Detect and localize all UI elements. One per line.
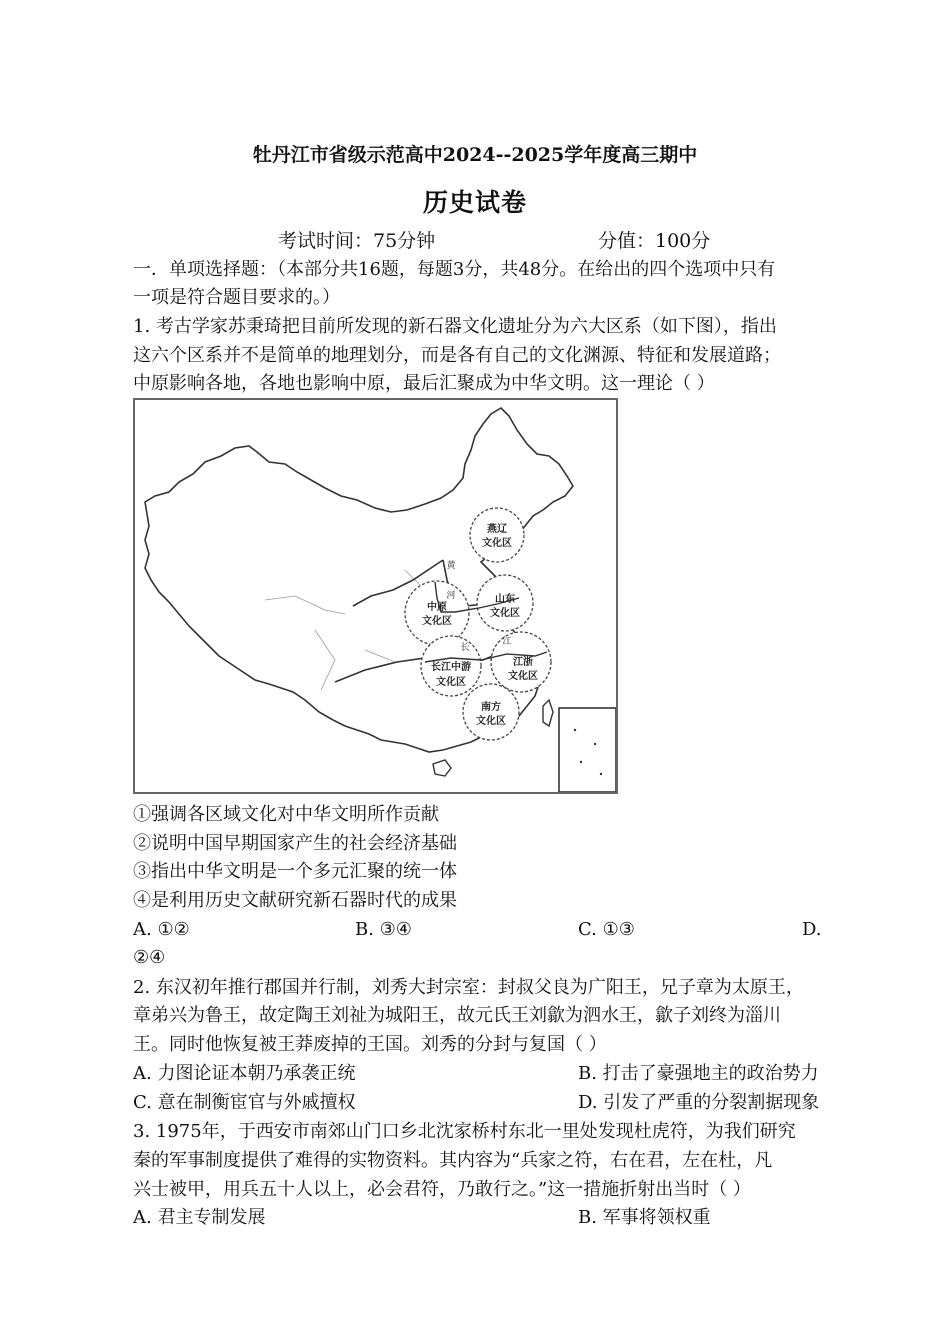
label-yanliao-2: 文化区 <box>482 538 512 549</box>
section-heading-line-1: 一．单项选择题：（本部分共16题，每题3分，共48分。在给出的四个选项中只有 <box>133 259 776 280</box>
q1-stem-line-2: 这六个区系并不是简单的地理划分，而是各有自己的文化渊源、特征和发展道路； <box>133 345 781 366</box>
river-label-huang: 黄 <box>446 561 456 571</box>
q1-option-d-continued[interactable]: ②④ <box>133 947 166 968</box>
q2-stem-line-2: 章弟兴为鲁王，故定陶王刘祉为城阳王，故元氏王刘歙为泗水王，歙子刘终为淄川 <box>133 1005 781 1026</box>
q2-option-a[interactable]: A. 力图论证本朝乃承袭正统 <box>133 1063 356 1084</box>
q3-option-b[interactable]: B. 军事将领权重 <box>578 1207 711 1228</box>
region-circle-yanliao <box>470 508 524 562</box>
q1-option-b[interactable]: B. ③④ <box>355 919 412 940</box>
q3-stem-line-1: 3. 1975年，于西安市南郊山门口乡北沈家桥村东北一里处发现杜虎符，为我们研究 <box>133 1121 796 1142</box>
exam-score: 分值：100分 <box>598 230 711 252</box>
river-label-jiang: 江 <box>502 637 512 647</box>
q2-option-d[interactable]: D. 引发了严重的分裂割据现象 <box>578 1092 820 1113</box>
china-cultural-regions-map <box>133 398 618 794</box>
river-label-chang: 长 <box>460 643 470 653</box>
exam-time: 考试时间：75分钟 <box>278 230 436 252</box>
hainan-island <box>433 760 451 776</box>
q2-stem-line-1: 2. 东汉初年推行郡国并行制，刘秀大封宗室：封叔父良为广阳王，兄子章为太原王， <box>133 977 804 998</box>
label-jiangzhe-2: 文化区 <box>508 671 538 682</box>
label-jiangzhe-1: 江浙 <box>513 657 533 668</box>
label-zhongyuan-1: 中原 <box>427 602 447 613</box>
q1-statement-2: ②说明中国早期国家产生的社会经济基础 <box>133 833 457 854</box>
river-label-he: 河 <box>446 591 456 601</box>
q1-stem-line-1: 1. 考古学家苏秉琦把目前所发现的新石器文化遗址分为六大区系（如下图），指出 <box>133 316 777 337</box>
subject-title: 历史试卷 <box>422 188 527 217</box>
q1-statement-4: ④是利用历史文献研究新石器时代的成果 <box>133 890 457 911</box>
label-changjiang-1: 长江中游 <box>431 662 471 673</box>
q3-option-a[interactable]: A. 君主专制发展 <box>133 1207 266 1228</box>
q2-option-b[interactable]: B. 打击了豪强地主的政治势力 <box>578 1063 819 1084</box>
q2-option-c[interactable]: C. 意在制衡宦官与外戚擅权 <box>133 1092 356 1113</box>
q3-stem-line-2: 秦的军事制度提供了难得的实物资料。其内容为“兵家之符，右在君，左在杜，凡 <box>133 1150 773 1171</box>
label-zhongyuan-2: 文化区 <box>422 616 452 627</box>
map-graphic <box>135 400 616 792</box>
q1-stem-line-3: 中原影响各地，各地也影响中原，最后汇聚成为中华文明。这一理论（ ） <box>133 373 715 394</box>
q2-stem-line-3: 王。同时他恢复被王莽废掉的王国。刘秀的分封与复国（ ） <box>133 1034 607 1055</box>
taiwan-island <box>543 700 553 726</box>
q1-option-c[interactable]: C. ①③ <box>578 919 635 940</box>
label-shandong-1: 山东 <box>495 594 515 605</box>
q1-statement-1: ①强调各区域文化对中华文明所作贡献 <box>133 804 439 825</box>
label-yanliao-1: 燕辽 <box>487 524 507 535</box>
label-nanfang-2: 文化区 <box>476 716 506 727</box>
q1-option-a[interactable]: A. ①② <box>133 919 190 940</box>
q3-stem-line-3: 兴士被甲，用兵五十人以上，必会君符，乃敢行之。”这一措施折射出当时（ ） <box>133 1179 751 1200</box>
south-china-sea-inset <box>559 708 616 792</box>
region-circle-zhongyuan <box>405 581 469 645</box>
label-nanfang-1: 南方 <box>481 702 501 713</box>
q1-statement-3: ③指出中华文明是一个多元汇聚的统一体 <box>133 861 457 882</box>
q1-option-d[interactable]: D. <box>802 919 822 940</box>
label-changjiang-2: 文化区 <box>436 677 466 688</box>
school-title: 牡丹江市省级示范高中2024--2025学年度高三期中 <box>252 144 698 166</box>
label-shandong-2: 文化区 <box>490 608 520 619</box>
section-heading-line-2: 一项是符合题目要求的。） <box>133 287 340 308</box>
